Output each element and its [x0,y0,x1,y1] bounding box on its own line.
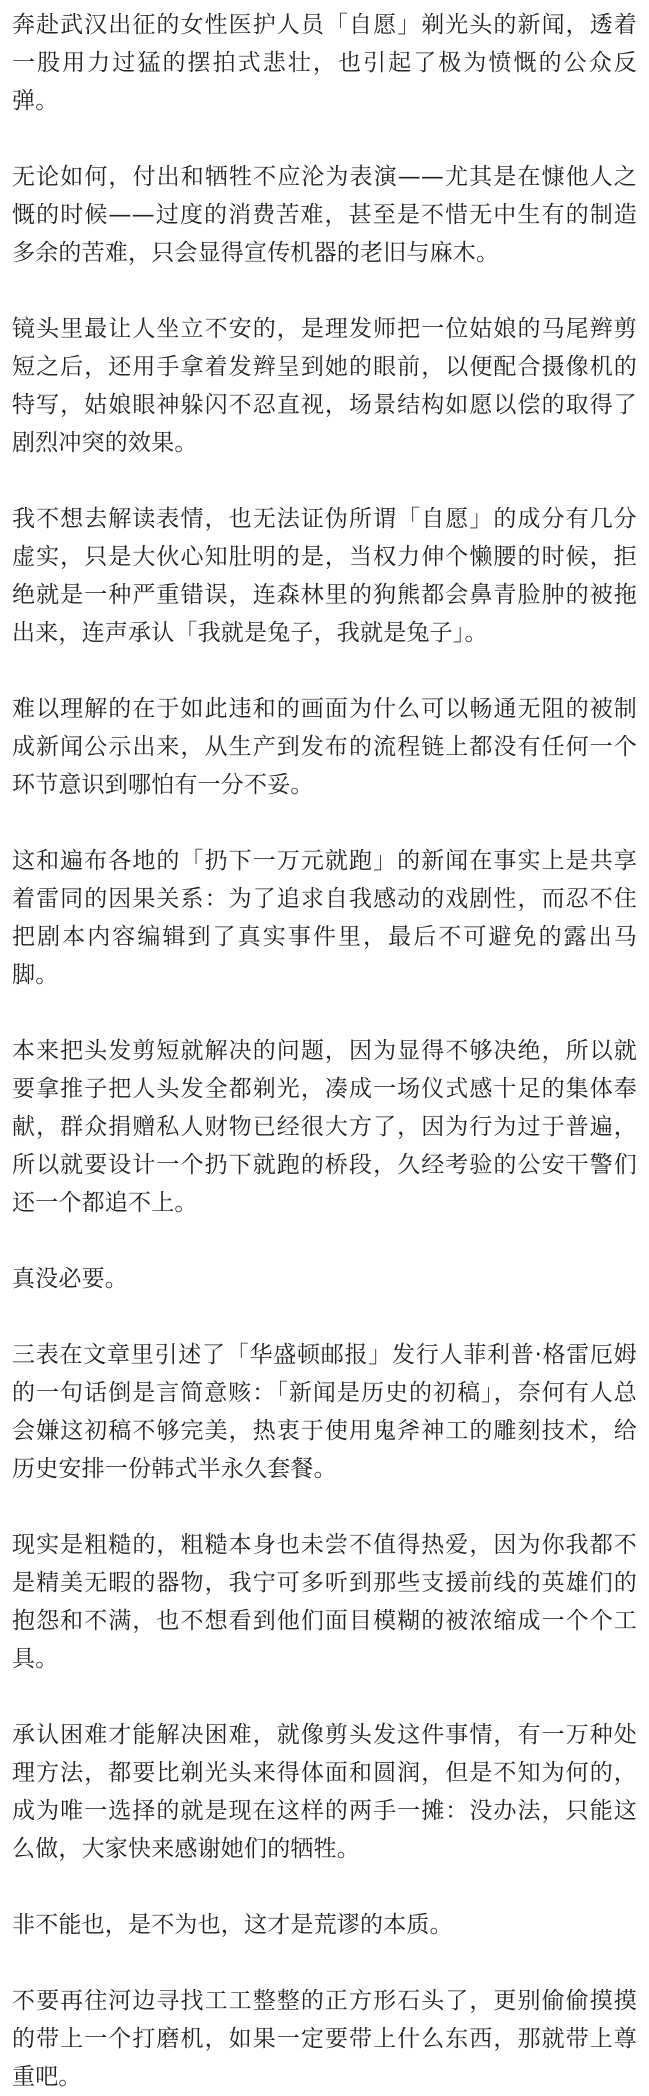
paragraph-10: 现实是粗糙的，粗糙本身也未尝不值得热爱，因为你我都不是精美无暇的器物，我宁可多听到那些支援前线的英雄们的抱怨和不满，也不想看到他们面目模糊的被浓缩成一个个工具。 [12,1532,637,1672]
paragraph-13: 不要再往河边寻找工工整整的正方形石头了，更别偷偷摸摸的带上一个打磨机，如果一定要带上什么东西，那就带上尊重吧。 [12,1988,637,2090]
paragraph-5: 难以理解的在于如此违和的画面为什么可以畅通无阻的被制成新闻公示出来，从生产到发布的流程链上都没有任何一个环节意识到哪怕有一分不妥。 [12,696,637,798]
paragraph-8: 真没必要。 [12,1266,128,1292]
paragraph-2: 无论如何，付出和牺牲不应沦为表演——尤其是在慷他人之慨的时候——过度的消费苦难，甚至是不惜无中生有的制造多余的苦难，只会显得宣传机器的老旧与麻木。 [12,164,637,266]
paragraph-12: 非不能也，是不为也，这才是荒谬的本质。 [12,1912,453,1938]
paragraph-9: 三表在文章里引述了「华盛顿邮报」发行人菲利普·格雷厄姆的一句话倒是言简意赅：「新闻是历史的初稿」，奈何有人总会嫌这初稿不够完美，热衷于使用鬼斧神工的雕刻技术，给历史安排一份韩式半永久套餐。 [12,1342,637,1482]
paragraph-1: 奔赴武汉出征的女性医护人员「自愿」剃光头的新闻，透着一股用力过猛的摆拍式悲壮，也引起了极为愤慨的公众反弹。 [12,12,637,114]
paragraph-6: 这和遍布各地的「扔下一万元就跑」的新闻在事实上是共享着雷同的因果关系：为了追求自我感动的戏剧性，而忍不住把剧本内容编辑到了真实事件里，最后不可避免的露出马脚。 [12,848,637,988]
paragraph-3: 镜头里最让人坐立不安的，是理发师把一位姑娘的马尾辫剪短之后，还用手拿着发辫呈到她的眼前，以便配合摄像机的特写，姑娘眼神躲闪不忍直视，场景结构如愿以偿的取得了剧烈冲突的效果。 [12,316,637,456]
paragraph-7: 本来把头发剪短就解决的问题，因为显得不够决绝，所以就要拿推子把人头发全都剃光，凑成一场仪式感十足的集体奉献，群众捐赠私人财物已经很大方了，因为行为过于普遍，所以就要设计一个扔下就跑的桥段，久经考验的公安干警们还一个都追不上。 [12,1038,637,1216]
paragraph-4: 我不想去解读表情，也无法证伪所谓「自愿」的成分有几分虚实，只是大伙心知肚明的是，当权力伸个懒腰的时候，拒绝就是一种严重错误，连森林里的狗熊都会鼻青脸肿的被拖出来，连声承认「我就是兔子，我就是兔子」。 [12,506,637,646]
paragraph-11: 承认困难才能解决困难，就像剪头发这件事情，有一万种处理方法，都要比剃光头来得体面和圆润，但是不知为何的，成为唯一选择的就是现在这样的两手一摊：没办法，只能这么做，大家快来感谢她们的牺牲。 [12,1722,637,1862]
